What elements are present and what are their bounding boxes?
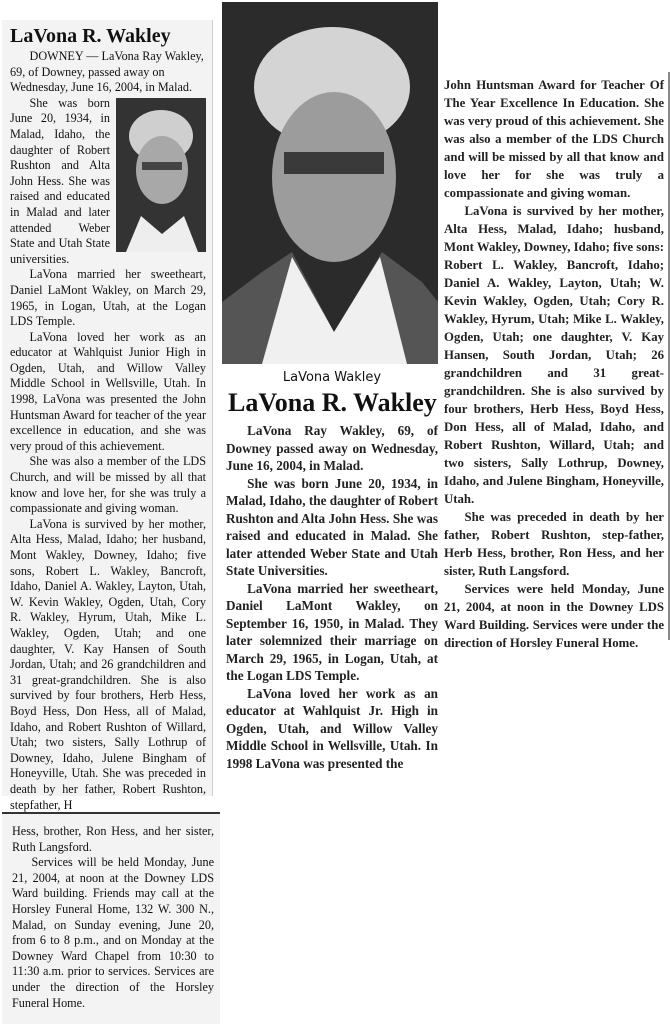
paragraph: DOWNEY — LaVona Ray Wakley, 69, of Downey, passed away on Wednesday, June 16, 2004, in Malad.: [10, 49, 204, 95]
paragraph: LaVona Ray Wakley, 69, of Downey passed away on Wednesday, June 16, 2004, in Malad.: [226, 423, 438, 473]
paragraph: LaVona loved her work as an educator at Wahlquist Jr. High in Ogden, Utah, and Willow Valley Middle School in Wellsville, Utah. In 1998 LaVona was presented the: [226, 685, 438, 771]
obituary-title: LaVona R. Wakley: [228, 388, 437, 417]
paragraph: LaVona married her sweetheart, Daniel LaMont Wakley, on September 16, 1950, in Malad. They later solemnized their marriage on March 29, 1965, in Logan, Utah, at the Logan LDS Temple.: [226, 580, 438, 683]
paragraph: LaVona married her sweetheart, Daniel LaMont Wakley, on March 29, 1965, in Logan, Utah, at the Logan LDS Temple.: [10, 267, 206, 329]
paragraph: Services will be held Monday, June 21, 2004, at noon at the Downey LDS Ward building. Friends may call at the Horsley Funeral Home, 132 W. 300 N., Malad, on Sunday evening, June 20, from 6 to 8 p.m., and on Monday at the Downey Ward Chapel from 10:30 to 11:30 a.m. prior to services. Services are under the direction of the Horsley Funeral Home.: [12, 855, 214, 1010]
paragraph: She was also a member of the LDS Church, and will be missed by all that know and love her, for she was truly a compassionate and giving woman.: [10, 454, 206, 516]
paragraph: Services were held Monday, June 21, 2004, at noon in the Downey LDS Ward Building. Services were under the direction of Horsley Funeral Home.: [444, 582, 664, 650]
obituary-title: LaVona R. Wakley: [10, 25, 171, 47]
left-obituary-clipping: [2, 20, 213, 812]
lower-obituary-clipping: [2, 812, 220, 1024]
paragraph: LaVona is survived by her mother, Alta Hess, Malad, Idaho; her husband, Mont Wakley, Downey, Idaho; five sons, Robert L. Wakley, Bancroft, Idaho, Daniel A. Wakley, Layton, Utah, W. Kevin Wakley, Ogden, Utah, Cory R. Wakley, Hyrum, Utah, Mike L. Wakley, Ogden, Utah; and one daughter, V. Kay Hansen of South Jordan, Utah; and 26 grandchildren and 31 great-grandchildren. She is also survived by four brothers, Herb Hess, Boyd Hess, Don Hess, all of Malad, Idaho, and Robert Rushton of Willard, Utah; two sisters, Sally Lothrup of Downey, Idaho, Julene Bingham of Honeyville, Utah. She was preceded in death by her father, Robert Rushton, stepfather, H: [10, 516, 206, 812]
paragraph: She was preceded in death by her father, Robert Rushton, step-father, Herb Hess, brother, Ron Hess, and her sister, Ruth Langsford.: [444, 510, 664, 578]
portrait-photo: [116, 98, 206, 252]
photo-caption: LaVona Wakley: [282, 370, 382, 385]
paragraph: She was born June 20, 1934, in Malad, Idaho, the daughter of Robert Rushton and Alta John Hess. She was raised and educated in Malad. She later attended Weber State and Utah State Universities.: [226, 475, 438, 578]
portrait-photo-large: [222, 2, 438, 364]
paragraph: LaVona loved her work as an educator at Wahlquist Junior High in Ogden, Utah, and Willow Valley Middle School in Wellsville, Utah. In 1998, LaVona was presented the John Huntsman Award for teacher of the year excellence in education, and she was very proud of this achievement.: [10, 329, 206, 453]
right-obituary-clipping: [440, 72, 670, 650]
paragraph: John Huntsman Award for Teacher Of The Year Excellence In Education. She was very proud of this achievement. She was also a member of the LDS Church and will be missed by all that know and love her for she was truly a compassionate and giving woman.: [444, 78, 664, 200]
middle-obituary-clipping: [220, 0, 442, 790]
paragraph: LaVona is survived by her mother, Alta Hess, Malad, Idaho; husband, Mont Wakley, Downey, Idaho; five sons: Robert L. Wakley, Bancroft, Idaho; Daniel A. Wakley, Layton, Utah; W. Kevin Wakley, Ogden, Utah; Cory R. Wakley, Hyrum, Utah; Mike L. Wakley, Ogden, Utah; one daughter, V. Kay Hansen, South Jordan, Utah; 26 grandchildren and 31 great-grandchildren. She is also survived by four brothers, Herb Hess, Boyd Hess, Don Hess, all of Malad, Idaho, and Robert Rushton, Willard, Utah; and two sisters, Sally Lothrup, Downey, Idaho, and Julene Bingham, Honeyville, Utah.: [444, 204, 664, 506]
paragraph: She was born June 20, 1934, in Malad, Idaho, the daughter of Robert Rushton and Alta John Hess. She was raised and educated in Malad and later attended Weber State and Utah State universities.: [10, 95, 110, 266]
paragraph: Hess, brother, Ron Hess, and her sister, Ruth Langsford.: [12, 824, 214, 854]
